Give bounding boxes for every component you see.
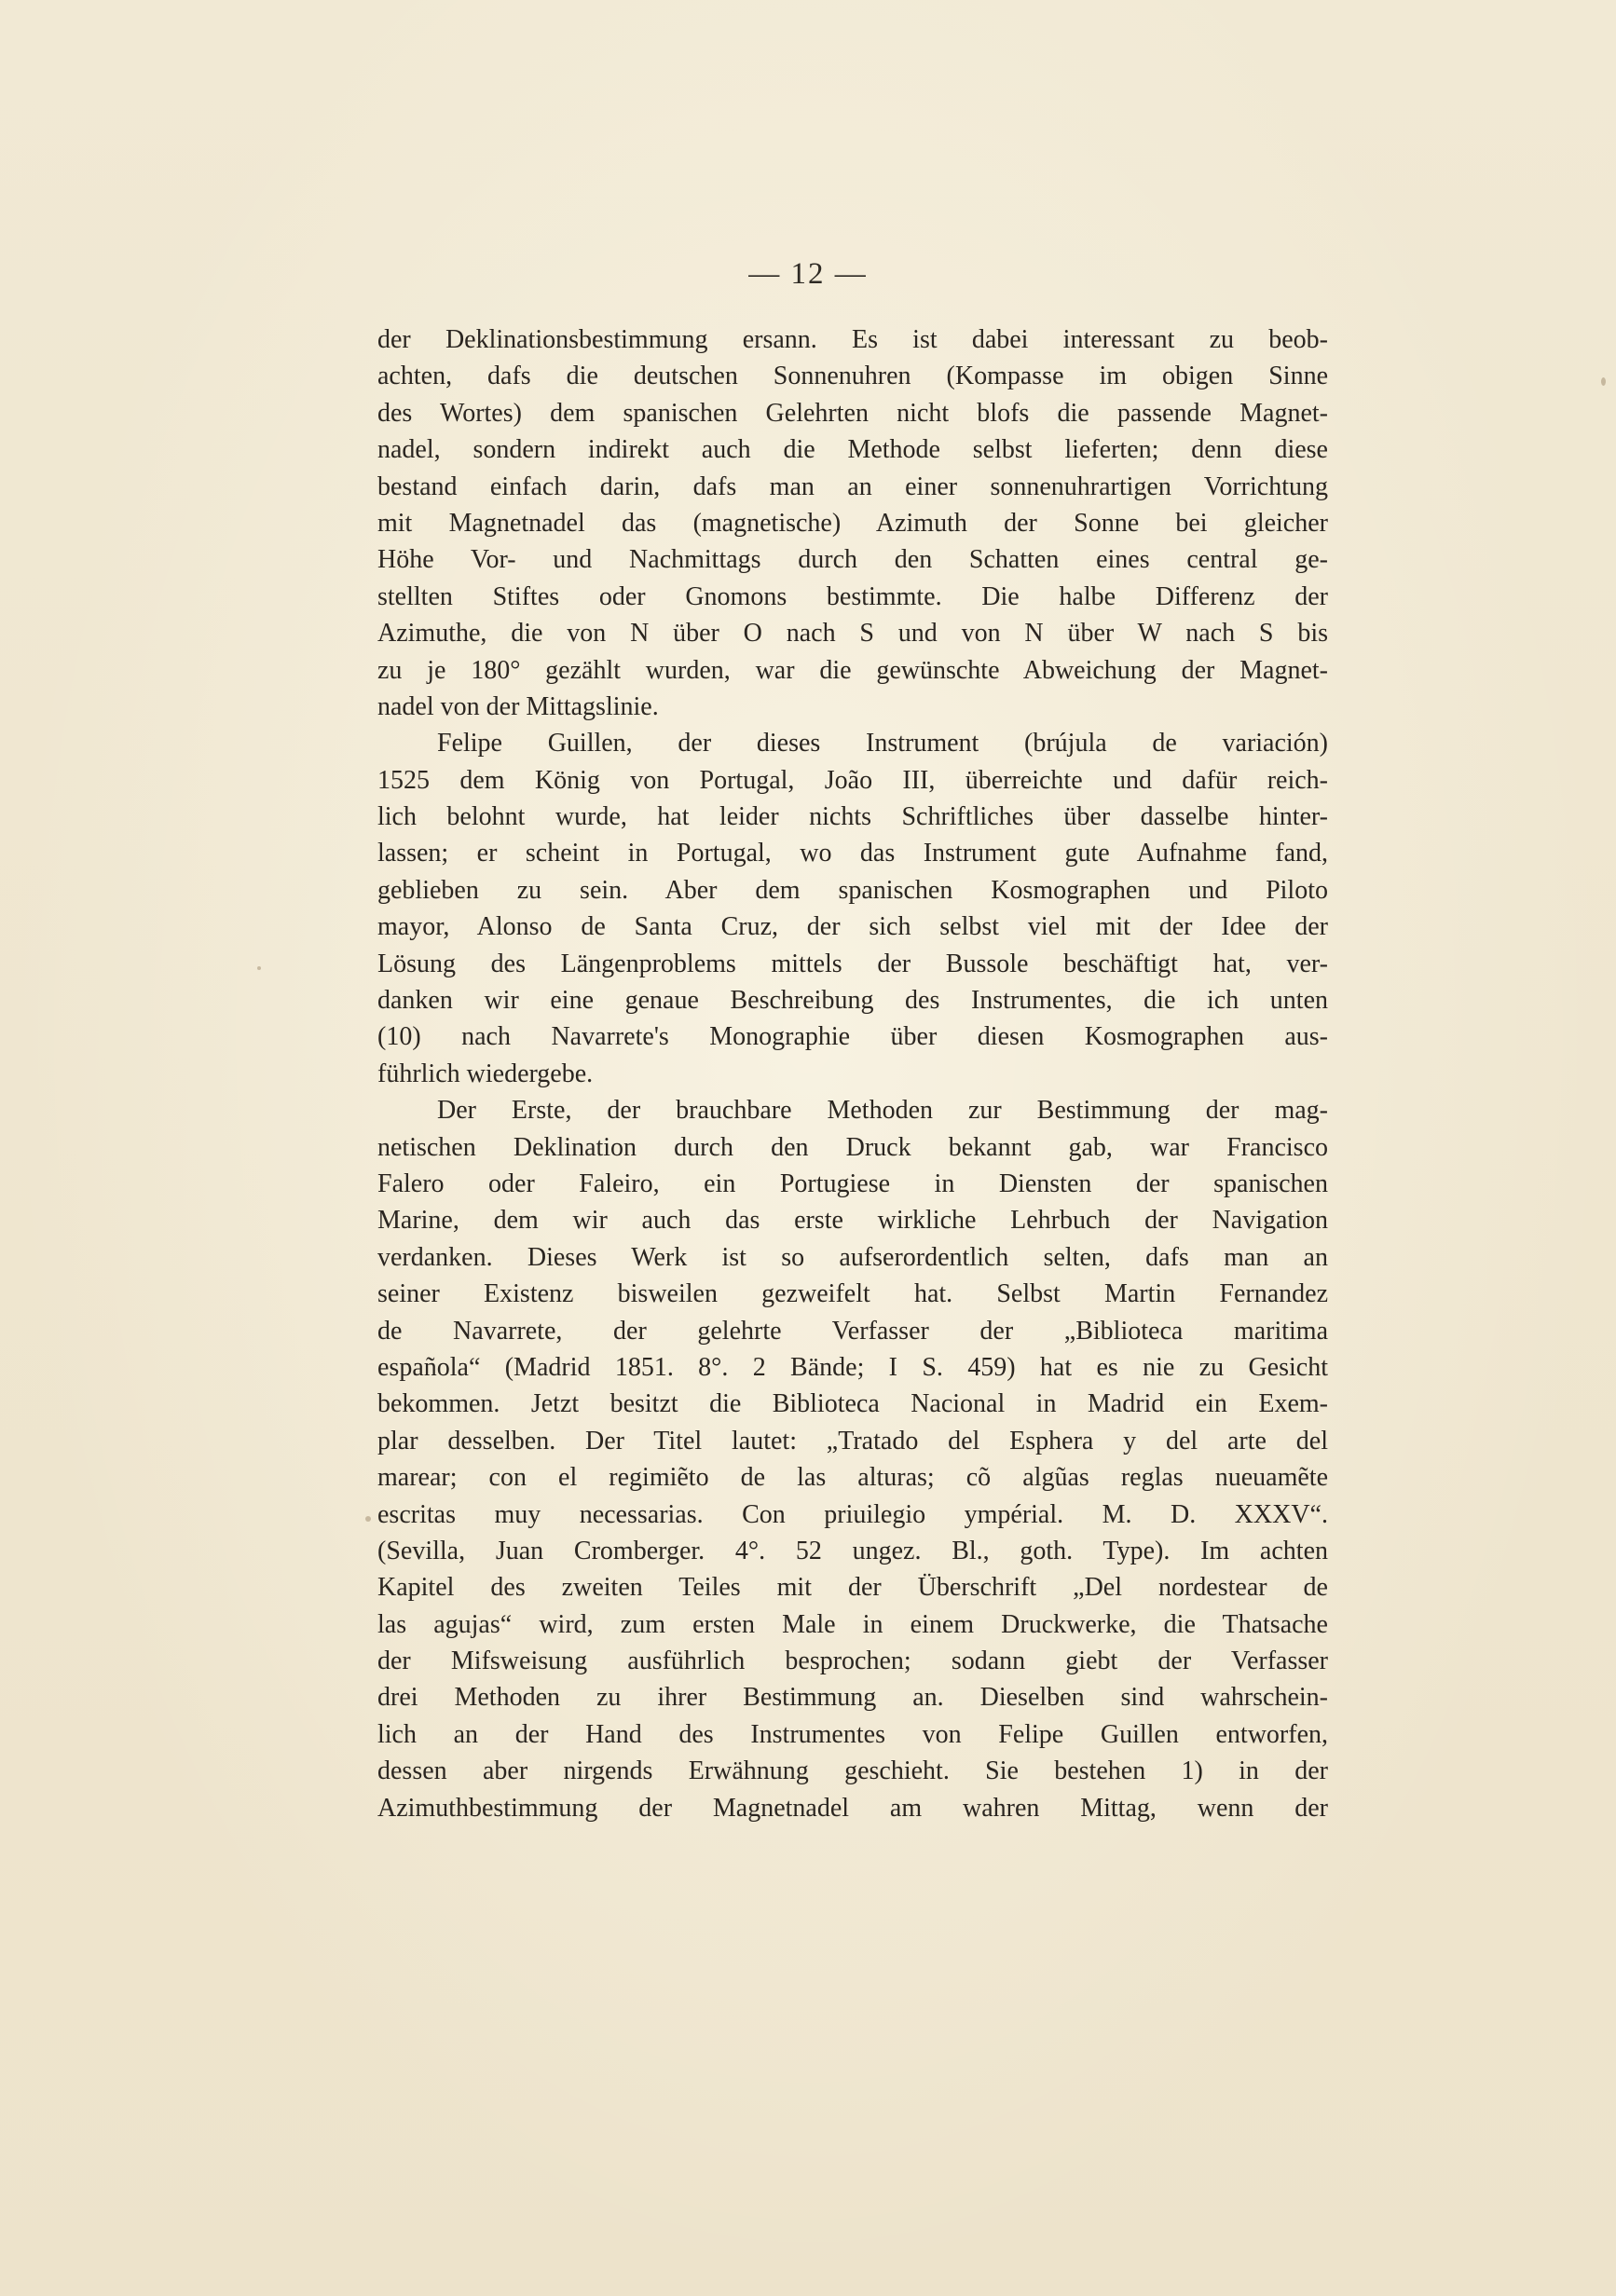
text-line: nadel von der Mittagslinie. (377, 691, 659, 721)
text-line: dessen aber nirgends Erwähnung geschieht. Sie bestehen 1) in der (377, 1756, 1328, 1786)
text-line: escritas muy necessarias. Con priuilegio ympérial. M. D. XXXV“. (377, 1499, 1328, 1529)
text-line: bestand einfach darin, dafs man an einer sonnenuhrartigen Vorrichtung (377, 472, 1328, 501)
text-line: netischen Deklination durch den Druck bekannt gab, war Francisco (377, 1132, 1328, 1162)
text-line: seiner Existenz bisweilen gezweifelt hat. Selbst Martin Fernandez (377, 1279, 1328, 1309)
text-line: plar desselben. Der Titel lautet: „Tratado del Esphera y del arte del (377, 1426, 1328, 1456)
text-line: mit Magnetnadel das (magnetische) Azimuth der Sonne bei gleicher (377, 508, 1328, 538)
paper-speck (1221, 1398, 1224, 1401)
text-line: Kapitel des zweiten Teiles mit der Überschrift „Del nordestear de (377, 1573, 1328, 1603)
text-line: der Mifsweisung ausführlich besprochen; sodann giebt der Verfasser (377, 1647, 1328, 1676)
page-number: — 12 — (748, 257, 868, 291)
paper-speck (257, 966, 261, 970)
text-line: nadel, sondern indirekt auch die Methode selbst lieferten; denn diese (377, 435, 1328, 465)
text-line: der Deklinationsbestimmung ersann. Es ist dabei interessant zu beob- (377, 325, 1328, 354)
text-line: lich an der Hand des Instrumentes von Felipe Guillen entworfen, (377, 1719, 1328, 1749)
text-line: stellten Stiftes oder Gnomons bestimmte. Die halbe Differenz der (377, 581, 1328, 611)
text-line: verdanken. Dieses Werk ist so aufserordentlich selten, dafs man an (377, 1242, 1328, 1272)
text-line: geblieben zu sein. Aber dem spanischen Kosmographen und Piloto (377, 875, 1328, 905)
text-line: (Sevilla, Juan Cromberger. 4°. 52 ungez. Bl., goth. Type). Im achten (377, 1536, 1328, 1565)
text-line: Falero oder Faleiro, ein Portugiese in Diensten der spanischen (377, 1168, 1328, 1198)
text-line: zu je 180° gezählt wurden, war die gewünschte Abweichung der Magnet- (377, 655, 1328, 685)
text-line: Marine, dem wir auch das erste wirkliche Lehrbuch der Navigation (377, 1206, 1328, 1236)
text-line: lich belohnt wurde, hat leider nichts Schriftliches über dasselbe hinter- (377, 802, 1328, 832)
text-line: achten, dafs die deutschen Sonnenuhren (Kompasse im obigen Sinne (377, 362, 1328, 391)
text-line: de Navarrete, der gelehrte Verfasser der „Biblioteca maritima (377, 1316, 1328, 1346)
text-line: Der Erste, der brauchbare Methoden zur Bestimmung der mag- (437, 1096, 1328, 1126)
text-line: des Wortes) dem spanischen Gelehrten nicht blofs die passende Magnet- (377, 398, 1328, 428)
text-line: mayor, Alonso de Santa Cruz, der sich selbst viel mit der Idee der (377, 912, 1328, 942)
text-line: danken wir eine genaue Beschreibung des Instrumentes, die ich unten (377, 986, 1328, 1016)
text-line: (10) nach Navarrete's Monographie über diesen Kosmographen aus- (377, 1022, 1328, 1052)
paper-speck (365, 1516, 371, 1522)
text-line: bekommen. Jetzt besitzt die Biblioteca Nacional in Madrid ein Exem- (377, 1389, 1328, 1419)
text-line: Felipe Guillen, der dieses Instrument (brújula de variación) (437, 729, 1328, 758)
text-line: Lösung des Längenproblems mittels der Bussole beschäftigt hat, ver- (377, 949, 1328, 978)
text-line: española“ (Madrid 1851. 8°. 2 Bände; I S. 459) hat es nie zu Gesicht (377, 1352, 1328, 1382)
text-line: führlich wiedergebe. (377, 1059, 594, 1088)
text-line: 1525 dem König von Portugal, João III, überreichte und dafür reich- (377, 765, 1328, 795)
body-text (377, 321, 1328, 1826)
text-line: drei Methoden zu ihrer Bestimmung an. Dieselben sind wahrschein- (377, 1683, 1328, 1713)
text-line: Azimuthe, die von N über O nach S und von N über W nach S bis (377, 619, 1328, 649)
text-line: Höhe Vor- und Nachmittags durch den Schatten eines central ge- (377, 545, 1328, 575)
text-line: lassen; er scheint in Portugal, wo das Instrument gute Aufnahme fand, (377, 839, 1328, 868)
text-line: marear; con el regimiẽto de las alturas; cõ algũas reglas nueuamẽte (377, 1463, 1328, 1493)
text-line: las agujas“ wird, zum ersten Male in einem Druckwerke, die Thatsache (377, 1609, 1328, 1639)
text-line: Azimuthbestimmung der Magnetnadel am wahren Mittag, wenn der (377, 1793, 1328, 1823)
paper-speck (1601, 377, 1606, 386)
